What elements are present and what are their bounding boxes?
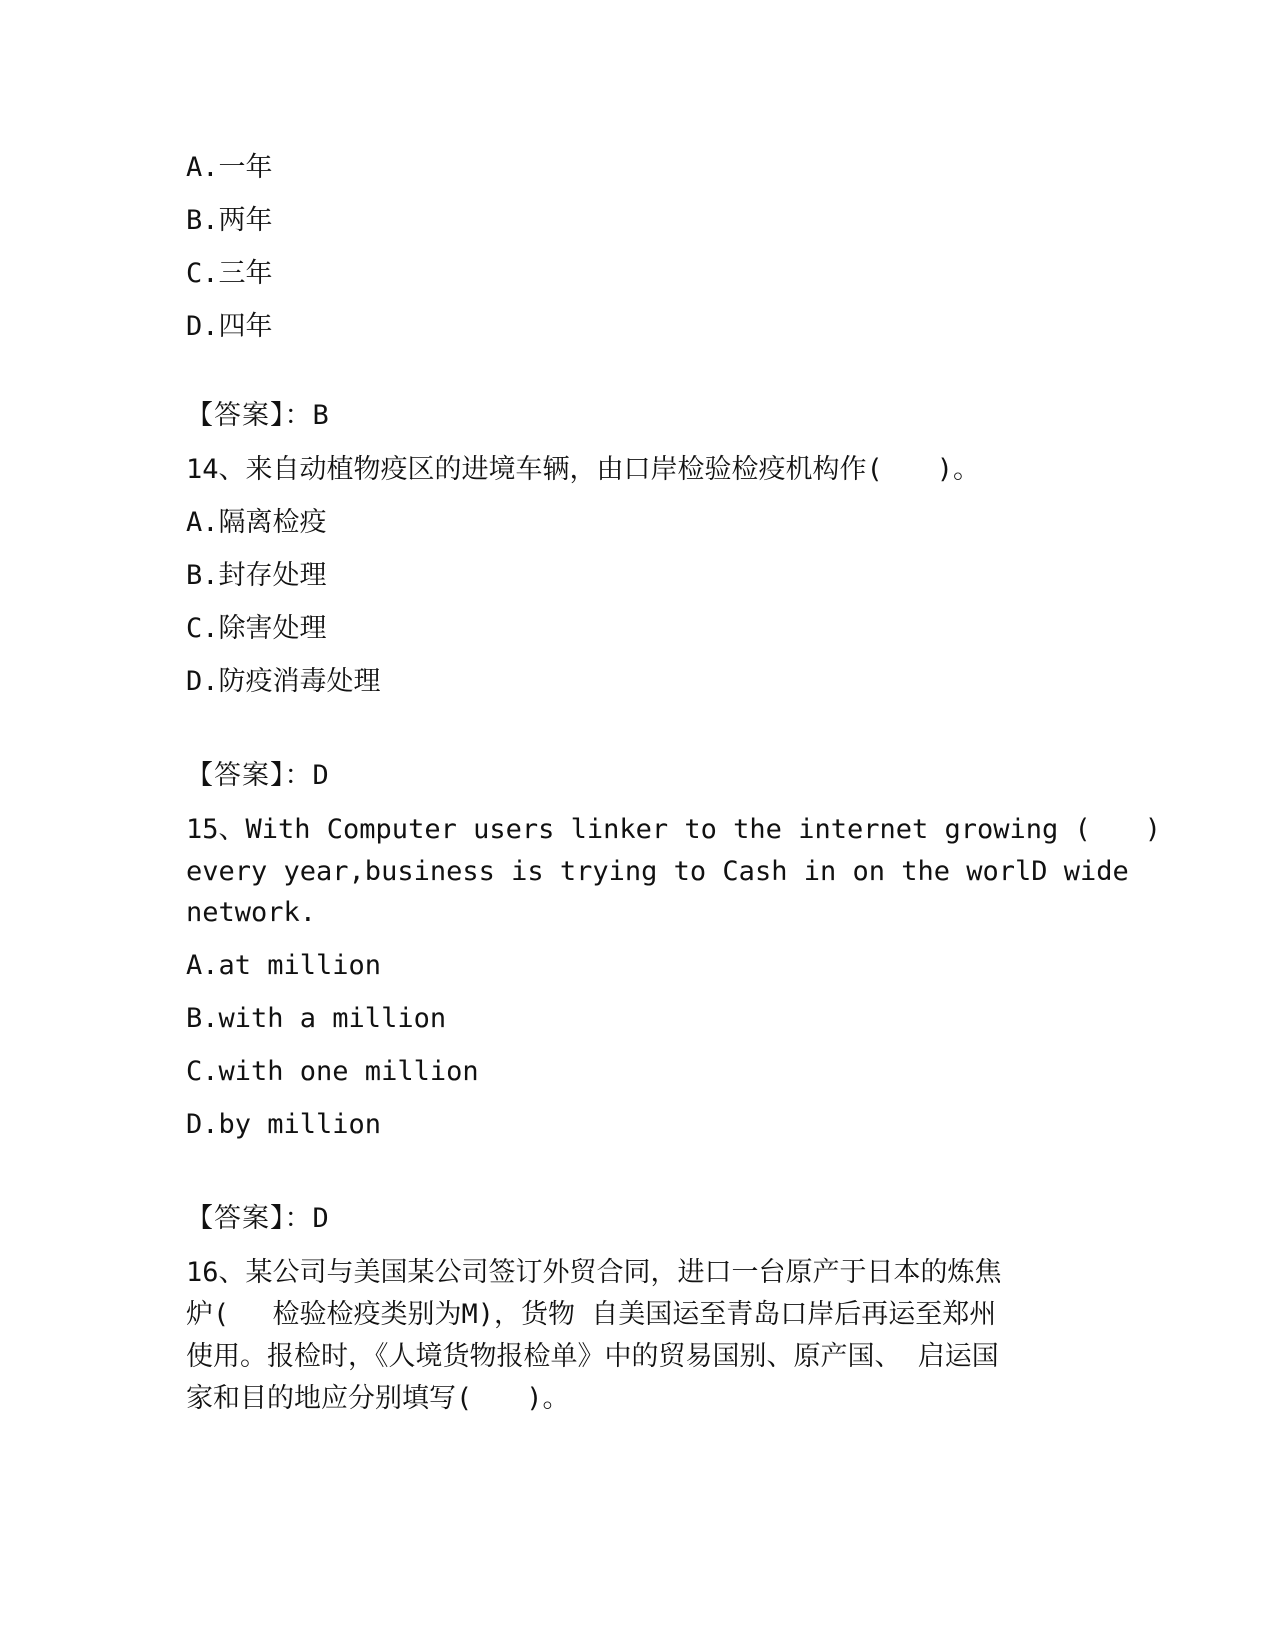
q14-option-a: A.隔离检疫 <box>186 507 327 538</box>
q13-option-c: C.三年 <box>186 258 273 289</box>
q15-option-c: C.with one million <box>186 1056 479 1087</box>
q15-option-b: B.with a million <box>186 1003 447 1034</box>
q15-option-a: A.at million <box>186 950 382 981</box>
q16-stem-line-3: 使用。报检时，《人境货物报检单》中的贸易国别、原产国、 启运国 <box>186 1341 999 1372</box>
q13-option-d: D.四年 <box>186 311 273 342</box>
q16-stem-line-2: 炉( 检验检疫类别为M)，货物 自美国运至青岛口岸后再运至郑州 <box>186 1299 997 1330</box>
q16-stem-line-4: 家和目的地应分别填写( )。 <box>186 1383 570 1414</box>
q13-option-b: B.两年 <box>186 205 273 236</box>
q15-option-d: D.by million <box>186 1109 382 1140</box>
q13-answer: 【答案】：B <box>186 400 330 431</box>
q14-answer: 【答案】：D <box>186 760 330 791</box>
q13-option-a: A.一年 <box>186 152 273 183</box>
q15-stem-line-3: network. <box>186 897 317 928</box>
q16-stem-line-1: 16、某公司与美国某公司签订外贸合同，进口一台原产于日本的炼焦 <box>186 1257 1002 1288</box>
q14-option-b: B.封存处理 <box>186 560 327 591</box>
q14-stem: 14、来自动植物疫区的进境车辆，由口岸检验检疫机构作( )。 <box>186 454 981 485</box>
q14-option-c: C.除害处理 <box>186 613 327 644</box>
q14-option-d: D.防疫消毒处理 <box>186 666 381 697</box>
q15-stem-line-2: every year,business is trying to Cash in on the worlD wide <box>186 856 1129 887</box>
q15-answer: 【答案】：D <box>186 1203 330 1234</box>
q15-stem-line-1: 15、With Computer users linker to the internet growing ( ) <box>186 814 1162 845</box>
